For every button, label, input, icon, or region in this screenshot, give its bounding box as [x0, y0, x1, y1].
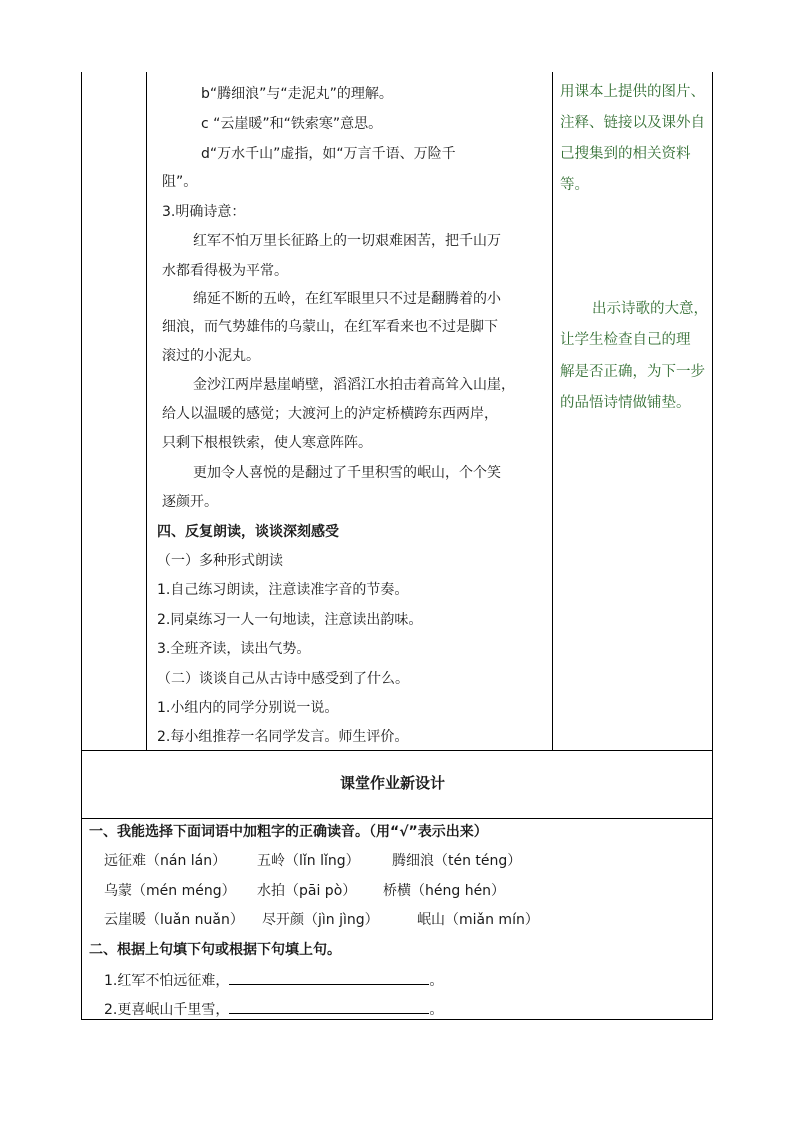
note-d-line2: 阻”。 [162, 174, 198, 190]
pinyin-item: 五岭（lǐn lǐng） [257, 853, 360, 869]
note1-line3: 己搜集到的相关资料 [560, 146, 691, 162]
read-step-2: 2.同桌练习一人一句地读，注意读出韵味。 [157, 612, 423, 628]
pinyin-item: 远征难（nán lán） [104, 853, 227, 869]
column-divider-left [146, 72, 147, 750]
note1-line1: 用课本上提供的图片、 [560, 84, 705, 100]
note2-line2: 让学生检查自己的理 [560, 332, 691, 348]
note-b: b“腾细浪”与“走泥丸”的理解。 [201, 86, 393, 102]
meaning-2-line1: 绵延不断的五岭，在红军眼里只不过是翻腾着的小 [193, 291, 501, 307]
answer-blank-2[interactable] [229, 999, 429, 1014]
pinyin-item: 云崖暖（luǎn nuǎn） [104, 912, 244, 928]
question-1-title: 一、我能选择下面词语中加粗字的正确读音。（用“√”表示出来） [89, 824, 488, 840]
note2-line4: 的品悟诗情做铺垫。 [560, 395, 691, 411]
sub-heading-1: （一）多种形式朗读 [157, 553, 283, 569]
note2-line3: 解是否正确，为下一步 [560, 364, 705, 380]
question-2-title: 二、根据上句填下句或根据下句填上句。 [89, 942, 341, 958]
meaning-2-line2: 细浪，而气势雄伟的乌蒙山，在红军看来也不过是脚下 [162, 319, 498, 335]
read-step-1: 1.自己练习朗读，注意读准字音的节奏。 [157, 582, 409, 598]
meaning-4-line1: 更加令人喜悦的是翻过了千里积雪的岷山，个个笑 [193, 465, 501, 481]
meaning-3-line2: 给人以温暖的感觉；大渡河上的泸定桥横跨东西两岸， [162, 406, 498, 422]
fill-line-2-prefix: 2.更喜岷山千里雪， [104, 1002, 230, 1018]
meaning-3-line1: 金沙江两岸悬崖峭壁，滔滔江水拍击着高耸入山崖， [193, 377, 515, 393]
step3-title: 3.明确诗意： [162, 204, 246, 220]
pinyin-item: 水拍（pāi pò） [257, 883, 357, 899]
talk-step-1: 1.小组内的同学分别说一说。 [157, 700, 339, 716]
pinyin-item: 桥横（héng hén） [383, 883, 506, 899]
note-c: c “云崖暖”和“铁索寒”意思。 [201, 116, 383, 132]
section4-title: 四、反复朗读，谈谈深刻感受 [157, 524, 339, 540]
row-divider-homework-title-top [81, 750, 713, 751]
pinyin-item: 尽开颜（jìn jìng） [262, 912, 379, 928]
fill-line-1 [104, 970, 443, 991]
talk-step-2: 2.每小组推荐一名同学发言。师生评价。 [157, 729, 409, 745]
meaning-3-line3: 只剩下根根铁索，使人寒意阵阵。 [162, 435, 372, 451]
homework-title: 课堂作业新设计 [340, 774, 446, 792]
fill-line-2-suffix: 。 [429, 1002, 444, 1018]
fill-line-1-prefix: 1.红军不怕远征难， [104, 973, 230, 989]
fill-line-2 [104, 999, 443, 1020]
meaning-2-line3: 滚过的小泥丸。 [162, 348, 260, 364]
pinyin-item: 岷山（miǎn mín） [417, 912, 539, 928]
note2-line1: 出示诗歌的大意， [592, 301, 708, 317]
meaning-1-line1: 红军不怕万里长征路上的一切艰难困苦，把千山万 [193, 233, 501, 249]
answer-blank-1[interactable] [229, 970, 429, 985]
note-d-line1: d“万水千山”虚指，如“万言千语、万险千 [201, 146, 456, 162]
pinyin-item: 腾细浪（tén téng） [392, 853, 522, 869]
meaning-4-line2: 逐颜开。 [162, 494, 218, 510]
note1-line2: 注释、链接以及课外自 [560, 115, 705, 131]
fill-line-1-suffix: 。 [429, 973, 444, 989]
sub-heading-2: （二）谈谈自己从古诗中感受到了什么。 [157, 671, 409, 687]
note1-line4: 等。 [560, 177, 589, 193]
column-divider-right [552, 72, 553, 750]
read-step-3: 3.全班齐读，读出气势。 [157, 641, 311, 657]
meaning-1-line2: 水都看得极为平常。 [162, 263, 288, 279]
pinyin-item: 乌蒙（mén méng） [104, 883, 236, 899]
row-divider-homework-title-bottom [81, 818, 713, 819]
